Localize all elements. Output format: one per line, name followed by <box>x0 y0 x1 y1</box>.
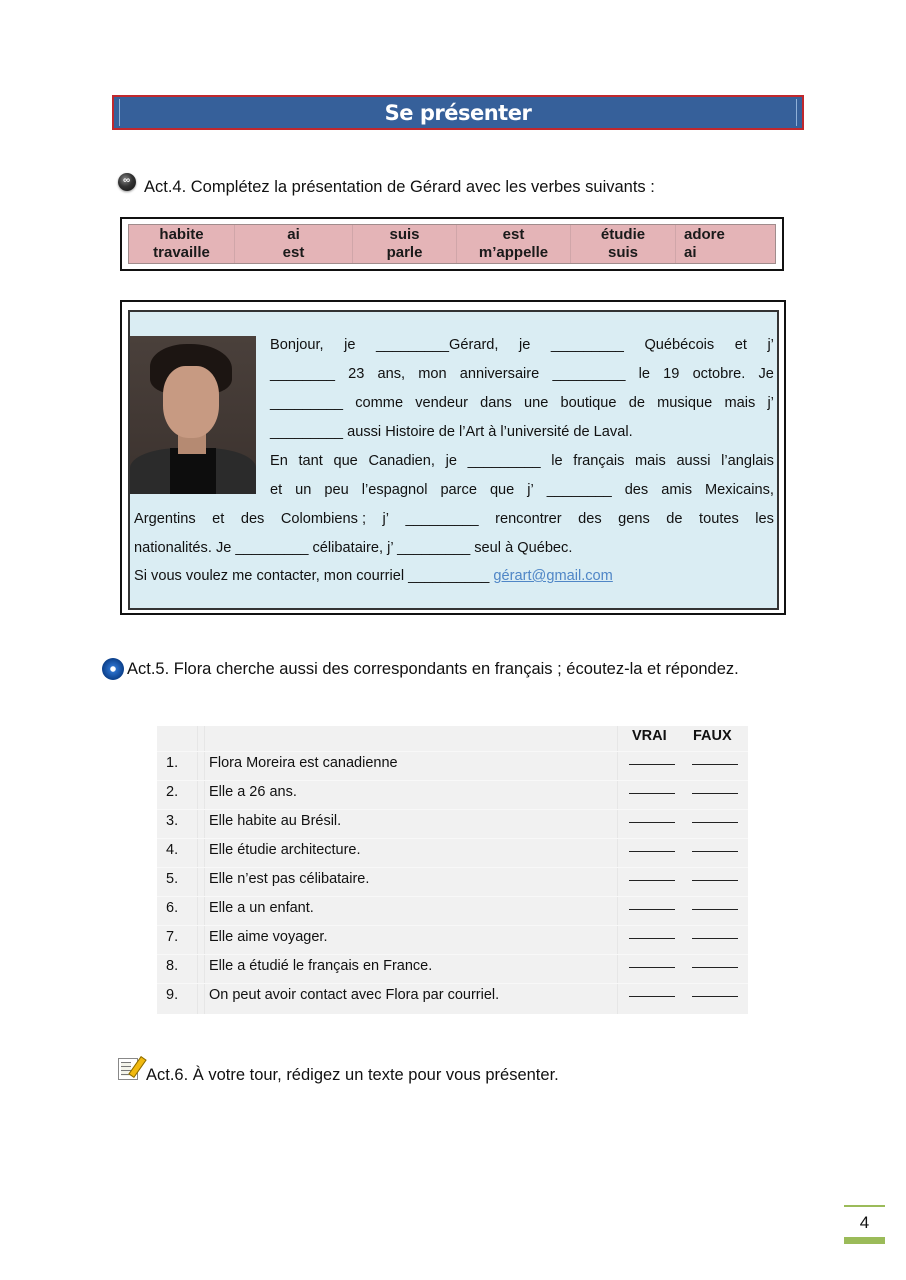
gerard-text-box <box>120 300 786 615</box>
verb-column: habite travaille <box>129 225 235 263</box>
text-line: _________ comme vendeur dans une boutique de musique mais j’ <box>270 395 774 411</box>
vrai-answer-blank[interactable] <box>629 851 675 852</box>
text-line: Bonjour, je _________Gérard, je _________ Québécois et j’ <box>270 337 774 353</box>
text-line: nationalités. Je _________ célibataire, j’ _________ seul à Québec. <box>134 540 573 556</box>
question-row <box>157 838 748 868</box>
verb-column: adore ai <box>684 226 725 261</box>
question-text: On peut avoir contact avec Flora par courriel. <box>209 987 500 1003</box>
vrai-header: VRAI <box>632 728 667 744</box>
faux-answer-blank[interactable] <box>692 909 738 910</box>
text-line: _________ aussi Histoire de l’Art à l’université de Laval. <box>270 424 633 440</box>
verb-column: suis parle <box>353 225 457 263</box>
faux-answer-blank[interactable] <box>692 822 738 823</box>
act6-heading <box>118 1064 559 1086</box>
question-text: Elle a étudié le français en France. <box>209 958 433 974</box>
faux-answer-blank[interactable] <box>692 996 738 997</box>
faux-answer-blank[interactable] <box>692 880 738 881</box>
section-title: Se présenter <box>384 100 532 125</box>
page-number-box <box>844 1205 885 1244</box>
faux-answer-blank[interactable] <box>692 851 738 852</box>
question-text: Elle a 26 ans. <box>209 784 297 800</box>
question-number: 8. <box>166 958 179 974</box>
page-number: 4 <box>859 1213 870 1232</box>
verb-column: est m’appelle <box>457 225 571 263</box>
vrai-answer-blank[interactable] <box>629 822 675 823</box>
question-row <box>157 780 748 810</box>
text-line: Si vous voulez me contacter, mon courriel __________ gérart@gmail.com <box>134 568 613 584</box>
vrai-answer-blank[interactable] <box>629 967 675 968</box>
question-text: Elle habite au Brésil. <box>209 813 342 829</box>
faux-answer-blank[interactable] <box>692 764 738 765</box>
vrai-answer-blank[interactable] <box>629 909 675 910</box>
question-row <box>157 983 748 1013</box>
vrai-answer-blank[interactable] <box>629 793 675 794</box>
faux-header: FAUX <box>693 728 732 744</box>
question-row <box>157 954 748 984</box>
gear-sphere-icon: ∞ <box>118 173 136 191</box>
act4-instruction: Act.4. Complétez la présentation de Gérard avec les verbes suivants : <box>144 178 655 196</box>
verb-list-box <box>120 217 784 271</box>
question-text: Elle n’est pas célibataire. <box>209 871 370 887</box>
text-line: En tant que Canadien, je _________ le français mais aussi l’anglais <box>270 453 774 469</box>
question-row <box>157 867 748 897</box>
true-false-table <box>157 726 748 1014</box>
gerard-photo <box>130 336 256 494</box>
faux-answer-blank[interactable] <box>692 967 738 968</box>
question-row <box>157 751 748 781</box>
act4-heading <box>118 174 655 197</box>
section-title-banner <box>112 95 804 130</box>
gerard-text-panel <box>128 310 779 610</box>
question-number: 7. <box>166 929 179 945</box>
email-link[interactable]: gérart@gmail.com <box>493 568 613 584</box>
question-text: Elle étudie architecture. <box>209 842 361 858</box>
text-line: et un peu l’espagnol parce que j’ ________ des amis Mexicains, <box>270 482 774 498</box>
faux-answer-blank[interactable] <box>692 793 738 794</box>
question-text: Elle a un enfant. <box>209 900 314 916</box>
verb-table <box>128 224 776 264</box>
verb-column: ai est <box>235 225 353 263</box>
question-number: 9. <box>166 987 179 1003</box>
question-text: Flora Moreira est canadienne <box>209 755 398 771</box>
question-number: 3. <box>166 813 179 829</box>
question-number: 1. <box>166 755 179 771</box>
text-line: Argentins et des Colombiens ; j’ _________ rencontrer des gens de toutes les <box>134 511 774 527</box>
faux-answer-blank[interactable] <box>692 938 738 939</box>
question-number: 4. <box>166 842 179 858</box>
vrai-answer-blank[interactable] <box>629 938 675 939</box>
notepad-pencil-icon <box>118 1058 138 1080</box>
question-row <box>157 925 748 955</box>
verb-column: étudie suis <box>571 225 676 263</box>
cd-audio-icon[interactable] <box>102 658 124 680</box>
question-row <box>157 809 748 839</box>
act5-heading <box>102 658 739 680</box>
question-number: 2. <box>166 784 179 800</box>
question-number: 5. <box>166 871 179 887</box>
question-row <box>157 896 748 926</box>
vrai-answer-blank[interactable] <box>629 764 675 765</box>
act6-instruction: Act.6. À votre tour, rédigez un texte pour vous présenter. <box>146 1065 559 1084</box>
question-text: Elle aime voyager. <box>209 929 328 945</box>
text-line: ________ 23 ans, mon anniversaire _________ le 19 octobre. Je <box>270 366 774 382</box>
vrai-answer-blank[interactable] <box>629 996 675 997</box>
act5-instruction: Act.5. Flora cherche aussi des correspondants en français ; écoutez-la et répondez. <box>127 659 739 678</box>
question-number: 6. <box>166 900 179 916</box>
vrai-answer-blank[interactable] <box>629 880 675 881</box>
